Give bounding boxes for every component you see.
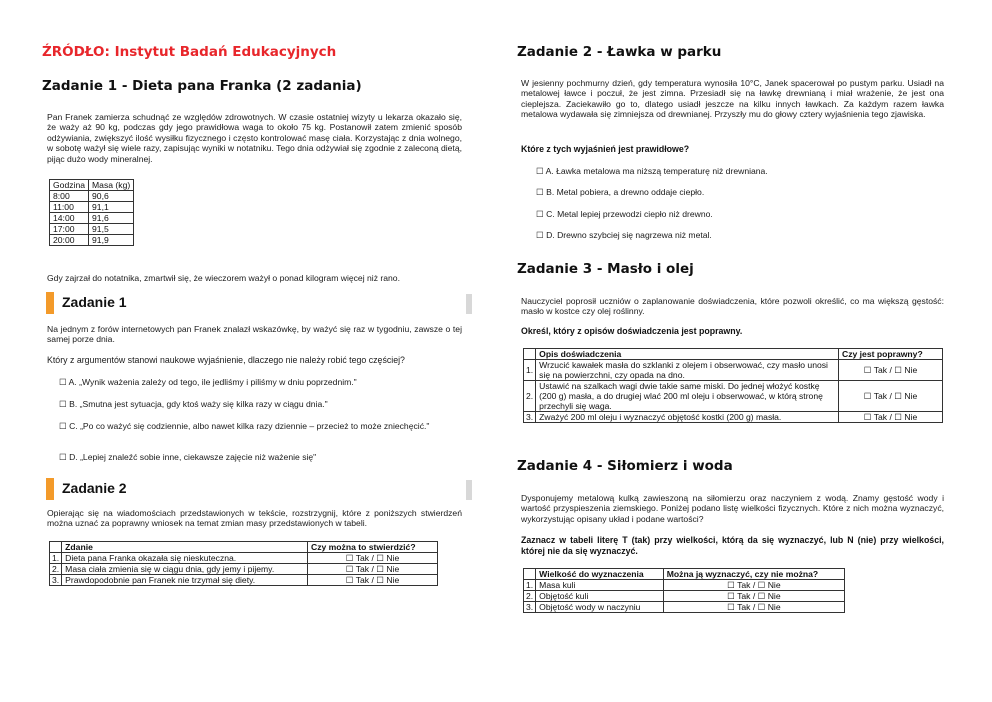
subtask1-text: Na jednym z forów internetowych pan Franek znalazł wskazówkę, by ważyć się raz w tygodniu, zawsze o tej samej porze dnia. xyxy=(47,324,462,345)
row-description: Ustawić na szalkach wagi dwie takie same miski. Do jednej włożyć kostkę (200 g) masła, a do drugiej wlać 200 ml oleju i obserwować, w którą stronę przechyli się waga. xyxy=(536,381,839,412)
table-row xyxy=(50,213,134,224)
task2-question: Które z tych wyjaśnień jest prawidłowe? xyxy=(521,144,690,154)
tak-nie-choice[interactable]: ☐ Tak / ☐ Nie xyxy=(663,580,844,591)
row-number: 2. xyxy=(524,381,536,412)
tak-nie-choice[interactable]: ☐ Tak / ☐ Nie xyxy=(839,381,943,412)
table-row xyxy=(50,235,134,246)
header-num xyxy=(50,542,62,553)
table-header-row xyxy=(524,569,845,580)
option-c[interactable]: ☐ C. Metal lepiej przewodzi ciepło niż drewno. xyxy=(536,209,713,219)
row-number: 3. xyxy=(524,412,536,423)
row-statement: Prawdopodobnie pan Franek nie trzymał się diety. xyxy=(62,575,308,586)
header-mozna: Można ją wyznaczyć, czy nie można? xyxy=(663,569,844,580)
option-b[interactable]: ☐ B. Metal pobiera, a drewno oddaje ciepło. xyxy=(536,187,705,197)
task4-heading: Zadanie 4 - Siłomierz i woda xyxy=(517,458,733,474)
table-header-row xyxy=(50,542,438,553)
option-d[interactable]: ☐ D. „Lepiej znaleźć sobie inne, ciekawsze zajęcie niż ważenie się" xyxy=(59,452,317,462)
row-number: 3. xyxy=(524,602,536,613)
experiment-table xyxy=(523,348,943,423)
task2-heading: Zadanie 2 - Ławka w parku xyxy=(517,44,722,60)
tak-nie-choice[interactable]: ☐ Tak / ☐ Nie xyxy=(308,553,438,564)
header-godzina: Godzina xyxy=(50,180,89,191)
table-row xyxy=(524,360,943,381)
table-row xyxy=(50,564,438,575)
tak-nie-choice[interactable]: ☐ Tak / ☐ Nie xyxy=(308,564,438,575)
conclusions-table xyxy=(49,541,438,586)
task1-intro: Pan Franek zamierza schudnąć ze względów zdrowotnych. W czasie ostatniej wizyty u lekarza okazało się, że waży aż 90 kg, podczas gdy jego prawidłowa waga to około 75 kg. Postanowił zatem zmienić sposób odżywiania, zwiększyć ilość wysiłku fizycznego i często kontrolować masę ciała. Korzystając z dnia wolnego, w sobotę ważył się wiele razy, zapisując wyniki w notatniku. Tego dnia odżywiał się zgodnie z zaleconą dietą, pijąc dużo wody mineralnej. xyxy=(47,112,462,164)
row-quantity: Objętość wody w naczyniu xyxy=(536,602,664,613)
header-zdanie: Zdanie xyxy=(62,542,308,553)
cell-time: 8:00 xyxy=(50,191,89,202)
table-row xyxy=(524,580,845,591)
row-description: Wrzucić kawałek masła do szklanki z olejem i obserwować, czy masło unosi się na powierzchni, czy opada na dno. xyxy=(536,360,839,381)
row-number: 2. xyxy=(50,564,62,575)
table-row xyxy=(524,412,943,423)
task1-heading: Zadanie 1 - Dieta pana Franka (2 zadania) xyxy=(42,78,362,94)
table-header-row xyxy=(50,180,134,191)
table-row xyxy=(50,202,134,213)
task3-question: Określ, który z opisów doświadczenia jest poprawny. xyxy=(521,326,743,336)
task3-text: Nauczyciel poprosił uczniów o zaplanowanie doświadczenia, które pozwoli określić, co ma większą gęstość: masło w kostce czy olej roślinny. xyxy=(521,296,944,317)
option-b[interactable]: ☐ B. „Smutna jest sytuacja, gdy ktoś waży się kilka razy w ciągu dnia." xyxy=(59,399,328,409)
table-row xyxy=(50,191,134,202)
cell-mass: 91,6 xyxy=(89,213,134,224)
header-opis: Opis doświadczenia xyxy=(536,349,839,360)
row-statement: Dieta pana Franka okazała się nieskuteczna. xyxy=(62,553,308,564)
header-czy: Czy można to stwierdzić? xyxy=(308,542,438,553)
tak-nie-choice[interactable]: ☐ Tak / ☐ Nie xyxy=(839,360,943,381)
option-d[interactable]: ☐ D. Drewno szybciej się nagrzewa niż metal. xyxy=(536,230,712,240)
table-row xyxy=(50,553,438,564)
weight-table xyxy=(49,179,134,246)
row-number: 2. xyxy=(524,591,536,602)
header-num xyxy=(524,349,536,360)
option-a[interactable]: ☐ A. „Wynik ważenia zależy od tego, ile jedliśmy i piliśmy w dniu poprzednim." xyxy=(59,377,357,387)
table-header-row xyxy=(524,349,943,360)
table-row xyxy=(524,591,845,602)
cell-time: 14:00 xyxy=(50,213,89,224)
row-quantity: Objętość kuli xyxy=(536,591,664,602)
row-number: 1. xyxy=(524,360,536,381)
row-number: 1. xyxy=(50,553,62,564)
row-number: 1. xyxy=(524,580,536,591)
subtask1-question: Który z argumentów stanowi naukowe wyjaśnienie, dlaczego nie należy robić tego częściej? xyxy=(47,355,405,365)
accent-bar xyxy=(46,478,54,500)
header-num xyxy=(524,569,536,580)
option-c[interactable]: ☐ C. „Po co ważyć się codziennie, albo nawet kilka razy dziennie – przecież to może zniechęcić." xyxy=(59,421,430,431)
cell-time: 20:00 xyxy=(50,235,89,246)
subtask2-bar xyxy=(46,478,472,500)
row-quantity: Masa kuli xyxy=(536,580,664,591)
subtask1-title: Zadanie 1 xyxy=(62,294,127,310)
tak-nie-choice[interactable]: ☐ Tak / ☐ Nie xyxy=(663,602,844,613)
task4-question: Zaznacz w tabeli literę T (tak) przy wielkości, którą da się wyznaczyć, lub N (nie) przy wielkości, której nie da się wyznaczyć. xyxy=(521,535,944,556)
cell-mass: 91,9 xyxy=(89,235,134,246)
cell-mass: 91,1 xyxy=(89,202,134,213)
row-number: 3. xyxy=(50,575,62,586)
accent-bar xyxy=(46,292,54,314)
bar-end-mark xyxy=(466,480,472,500)
header-masa: Masa (kg) xyxy=(89,180,134,191)
table-row xyxy=(524,381,943,412)
header-poprawny: Czy jest poprawny? xyxy=(839,349,943,360)
task1-after-table: Gdy zajrzał do notatnika, zmartwił się, że wieczorem ważył o ponad kilogram więcej niż rano. xyxy=(47,273,400,283)
subtask2-text: Opierając się na wiadomościach przedstawionych w tekście, rozstrzygnij, które z poniższych stwierdzeń można uznać za poprawny wniosek na temat zmian masy przedstawionych w tabeli. xyxy=(47,508,462,529)
bar-end-mark xyxy=(466,294,472,314)
cell-time: 11:00 xyxy=(50,202,89,213)
table-row xyxy=(50,575,438,586)
option-a[interactable]: ☐ A. Ławka metalowa ma niższą temperaturę niż drewniana. xyxy=(536,166,768,176)
source-label: ŹRÓDŁO: Instytut Badań Edukacyjnych xyxy=(42,44,337,60)
tak-nie-choice[interactable]: ☐ Tak / ☐ Nie xyxy=(663,591,844,602)
cell-mass: 91,5 xyxy=(89,224,134,235)
subtask1-bar xyxy=(46,292,472,314)
subtask2-title: Zadanie 2 xyxy=(62,480,127,496)
task4-text: Dysponujemy metalową kulką zawieszoną na siłomierzu oraz naczyniem z wodą. Znamy gęstość wody i wartość przyspieszenia ziemskiego. Poniżej podano listę wielkości fizycznych. Które z nich można wyznaczyć, wykorzystując opisany układ i podane wartości? xyxy=(521,493,944,524)
tak-nie-choice[interactable]: ☐ Tak / ☐ Nie xyxy=(308,575,438,586)
header-wielkosc: Wielkość do wyznaczenia xyxy=(536,569,664,580)
row-description: Zważyć 200 ml oleju i wyznaczyć objętość kostki (200 g) masła. xyxy=(536,412,839,423)
tak-nie-choice[interactable]: ☐ Tak / ☐ Nie xyxy=(839,412,943,423)
table-row xyxy=(50,224,134,235)
task2-text: W jesienny pochmurny dzień, gdy temperatura wynosiła 10°C, Janek spacerował po pustym parku. Usiadł na metalowej ławce i poczuł, że jest zimna. Przesiadł się na ławkę drewnianą i miał wrażenie, że jest ona cieplejsza. Zaciekawiło go to, dlatego usiadł jeszcze na kilku innych ławkach. Za każdym razem ławka metalowa wydawała się zimniejsza od drewnianej. Przyszły mu do głowy cztery wyjaśnienia tego zjawiska. xyxy=(521,78,944,120)
table-row xyxy=(524,602,845,613)
task3-heading: Zadanie 3 - Masło i olej xyxy=(517,261,694,277)
cell-mass: 90,6 xyxy=(89,191,134,202)
cell-time: 17:00 xyxy=(50,224,89,235)
row-statement: Masa ciała zmienia się w ciągu dnia, gdy jemy i pijemy. xyxy=(62,564,308,575)
quantities-table xyxy=(523,568,845,613)
